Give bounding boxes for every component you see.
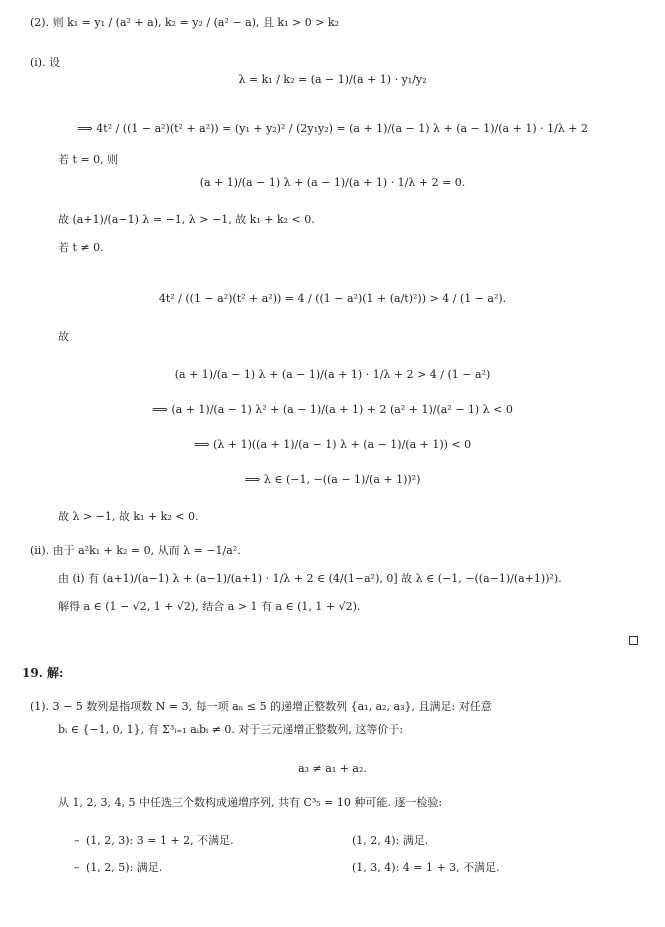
conclusion-i: 故 λ > −1, 故 k₁ + k₂ < 0. — [58, 510, 199, 523]
chain-step-1: (a + 1)/(a − 1) λ + (a − 1)/(a + 1) · 1/λ + 2 > 4 / (1 − a²) — [174, 368, 491, 381]
equation-t-zero: (a + 1)/(a − 1) λ + (a − 1)/(a + 1) · 1/λ + 2 = 0. — [199, 176, 466, 189]
conclusion-t-zero: 故 (a+1)/(a−1) λ = −1, λ > −1, 故 k₁ + k₂ < 0. — [58, 213, 315, 226]
question-19-heading: 19. 解: — [22, 666, 64, 680]
check-item: – (1, 2, 3): 3 = 1 + 2, 不满足. — [74, 834, 234, 847]
lambda-definition: λ = k₁ / k₂ = (a − 1)/(a + 1) · y₁/y₂ — [238, 73, 427, 86]
subpart-ii-line1: (ii). 由于 a²k₁ + k₂ = 0, 从而 λ = −1/a². — [30, 544, 241, 557]
part2-intro: (2). 则 k₁ = y₁ / (a² + a), k₂ = y₂ / (a² − a), 且 k₁ > 0 > k₂ — [30, 16, 339, 29]
q19-equivalence: a₃ ≠ a₁ + a₂. — [298, 762, 367, 775]
list-dash: – — [74, 861, 80, 874]
chain-step-4: ⟹ λ ∈ (−1, −((a − 1)/(a + 1))²) — [244, 473, 421, 486]
case-t-nonzero: 若 t ≠ 0. — [58, 241, 104, 254]
inequality: 4t² / ((1 − a²)(t² + a²)) = 4 / ((1 − a²)(1 + (a/t)²)) > 4 / (1 − a²). — [158, 292, 507, 305]
chain-step-3: ⟹ (λ + 1)((a + 1)/(a − 1) λ + (a − 1)/(a + 1)) < 0 — [193, 438, 472, 451]
list-dash: – — [74, 834, 80, 847]
check-item: – (1, 2, 5): 满足. — [74, 861, 163, 874]
check-item: (1, 3, 4): 4 = 1 + 3, 不满足. — [352, 861, 500, 874]
q19-part1-line1: (1). 3 − 5 数列是指项数 N = 3, 每一项 aₙ ≤ 5 的递增正整数列 {a₁, a₂, a₃}, 且满足: 对任意 — [30, 700, 492, 713]
therefore-label: 故 — [58, 330, 69, 343]
q19-part1-line2: bᵢ ∈ {−1, 0, 1}, 有 Σ³ᵢ₌₁ aᵢbᵢ ≠ 0. 对于三元递增正整数列, 这等价于: — [58, 723, 404, 736]
subpart-ii-line3: 解得 a ∈ (1 − √2, 1 + √2), 结合 a > 1 有 a ∈ (1, 1 + √2). — [58, 600, 361, 613]
chain-step-2: ⟹ (a + 1)/(a − 1) λ² + (a − 1)/(a + 1) + 2 (a² + 1)/(a² − 1) λ < 0 — [152, 403, 513, 416]
qed-square-icon — [629, 636, 638, 645]
subpart-i-label: (i). 设 — [30, 56, 61, 69]
case-t-zero: 若 t = 0, 则 — [58, 153, 119, 166]
subpart-ii-line2: 由 (i) 有 (a+1)/(a−1) λ + (a−1)/(a+1) · 1/λ + 2 ∈ (4/(1−a²), 0] 故 λ ∈ (−1, −((a−1)/(a+1))²). — [58, 572, 562, 585]
check-item: (1, 2, 4): 满足. — [352, 834, 429, 847]
q19-enumeration: 从 1, 2, 3, 4, 5 中任选三个数构成递增序列, 共有 C³₅ = 10 种可能. 逐一检验: — [58, 796, 443, 809]
implication-equation: ⟹ 4t² / ((1 − a²)(t² + a²)) = (y₁ + y₂)² / (2y₁y₂) = (a + 1)/(a − 1) λ + (a − 1)/(a + 1) · 1/λ + 2 — [77, 122, 588, 135]
